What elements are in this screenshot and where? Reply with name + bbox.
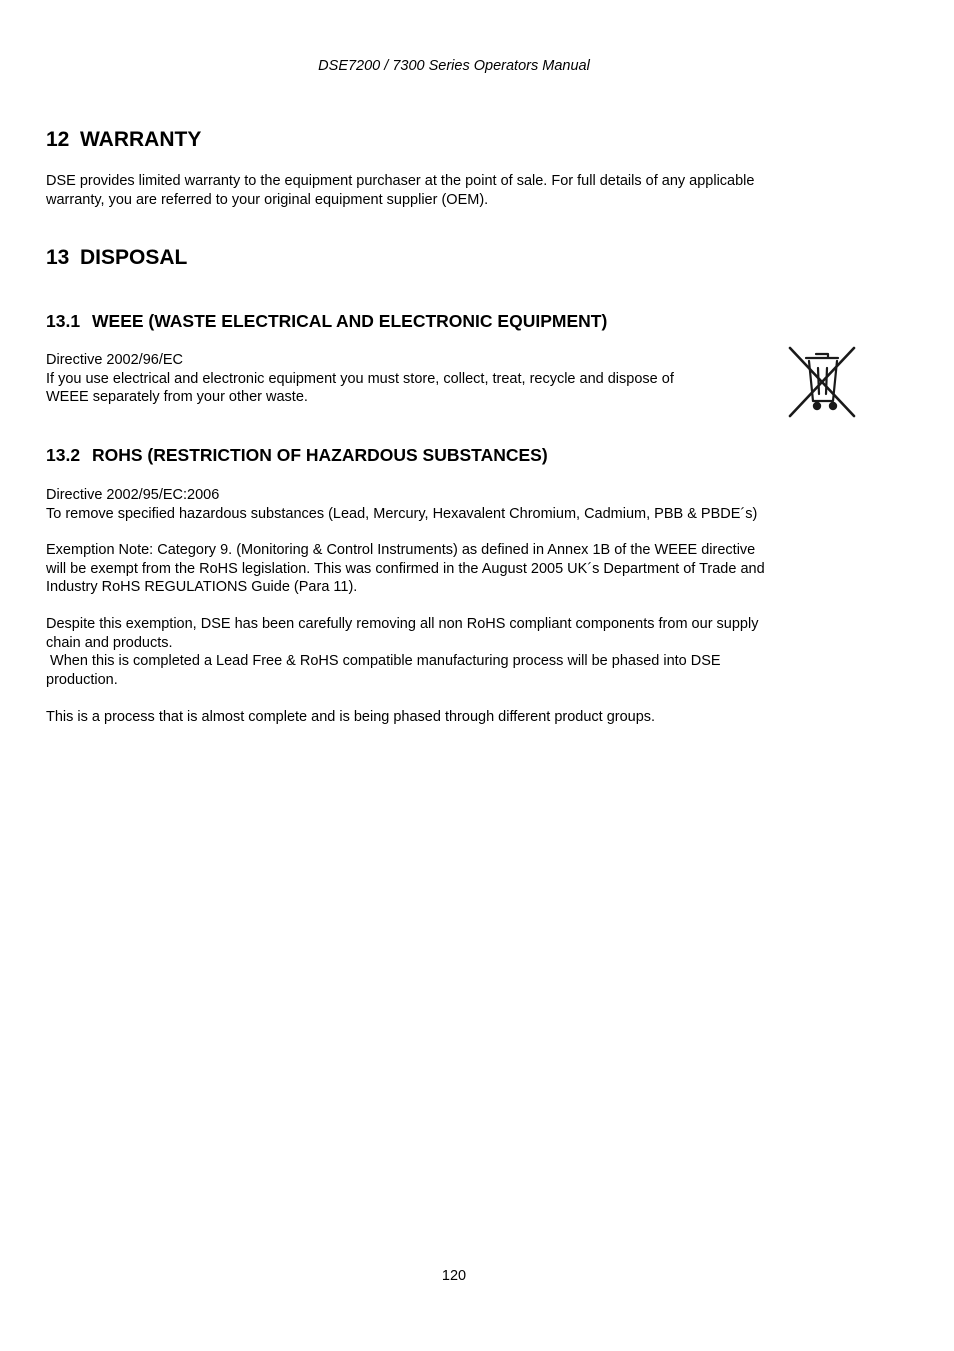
text-line: will be exempt from the RoHS legislation. This was confirmed in the August 2005 UK´s Department of Trade and xyxy=(46,560,765,577)
rohs-final-paragraph xyxy=(46,708,866,727)
text-line: WEEE separately from your other waste. xyxy=(46,389,308,406)
subsection-heading-rohs xyxy=(46,445,548,466)
section-heading-disposal xyxy=(46,246,187,270)
warranty-paragraph xyxy=(46,172,866,209)
text-line: chain and products. xyxy=(46,634,173,651)
text-line: Industry RoHS REGULATIONS Guide (Para 11). xyxy=(46,579,358,596)
crossed-out-wheelie-bin-icon xyxy=(786,344,858,422)
weee-paragraph xyxy=(46,351,766,407)
text-line: Despite this exemption, DSE has been carefully removing all non RoHS compliant components from our supply xyxy=(46,616,759,632)
running-header: DSE7200 / 7300 Series Operators Manual xyxy=(318,58,590,74)
section-title: DISPOSAL xyxy=(80,246,188,269)
page-number: 120 xyxy=(441,1268,467,1284)
subsection-number: 13.1 xyxy=(46,311,81,331)
text-line: If you use electrical and electronic equipment you must store, collect, treat, recycle and dispose of xyxy=(46,370,674,387)
text-line: warranty, you are referred to your original equipment supplier (OEM). xyxy=(46,191,489,208)
subsection-heading-weee xyxy=(46,311,607,332)
text-line: To remove specified hazardous substances (Lead, Mercury, Hexavalent Chromium, Cadmium, PBB & PBDE´s) xyxy=(46,505,758,522)
subsection-number: 13.2 xyxy=(46,445,81,465)
text-line: This is a process that is almost complete and is being phased through different product groups. xyxy=(46,709,656,725)
directive-reference: Directive 2002/95/EC:2006 xyxy=(46,487,220,503)
section-number: 12 xyxy=(46,128,70,151)
text-line: When this is completed a Lead Free & RoHS compatible manufacturing process will be phased into DSE xyxy=(46,653,721,670)
rohs-directive-paragraph xyxy=(46,486,866,523)
text-line: Exemption Note: Category 9. (Monitoring & Control Instruments) as defined in Annex 1B of the WEEE directive xyxy=(46,542,756,558)
subsection-title: ROHS (RESTRICTION OF HAZARDOUS SUBSTANCES) xyxy=(92,445,548,465)
rohs-despite-paragraph xyxy=(46,615,866,689)
directive-reference: Directive 2002/96/EC xyxy=(46,352,184,368)
section-number: 13 xyxy=(46,246,70,269)
text-line: DSE provides limited warranty to the equipment purchaser at the point of sale. For full details of any applicable xyxy=(46,173,755,189)
text-line: production. xyxy=(46,671,118,688)
section-heading-warranty xyxy=(46,128,201,152)
rohs-exemption-paragraph xyxy=(46,541,866,597)
section-title: WARRANTY xyxy=(80,128,202,151)
subsection-title: WEEE (WASTE ELECTRICAL AND ELECTRONIC EQUIPMENT) xyxy=(92,311,608,331)
